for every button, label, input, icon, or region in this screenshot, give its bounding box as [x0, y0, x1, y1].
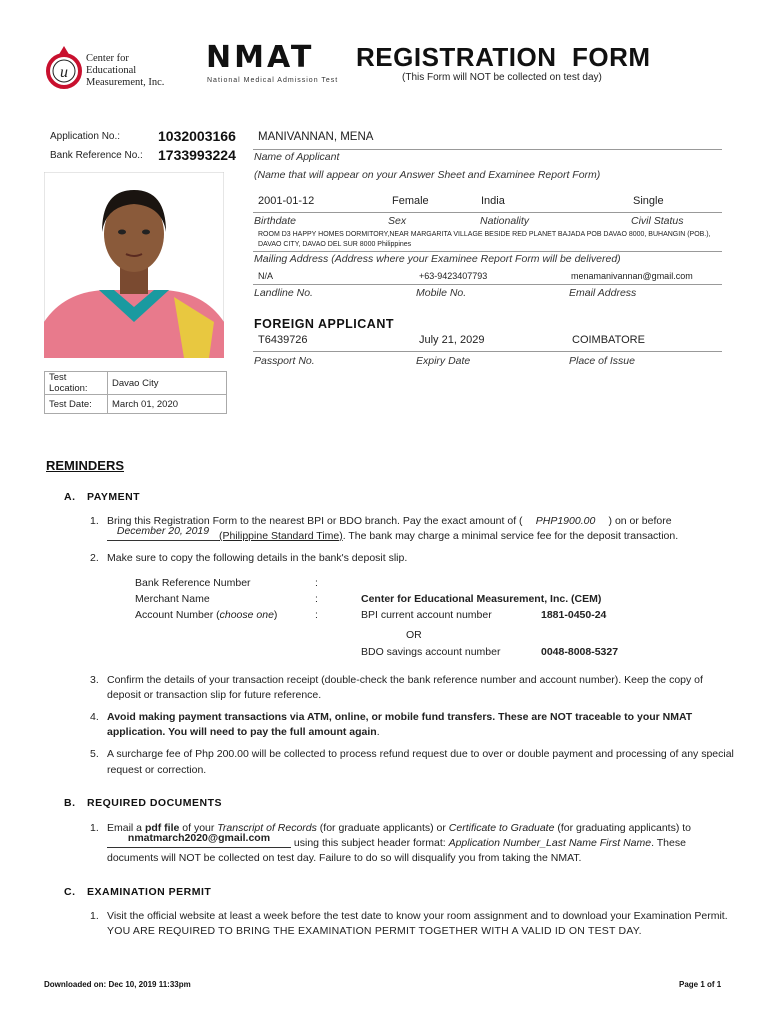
a1-line1: Bring this Registration Form to the nearest BPI or BDO branch. Pay the exact amount of ( PHP1900.00 ) on or before [107, 514, 672, 530]
colon-3: : [315, 609, 318, 621]
a1-amount: PHP1900.00 [535, 515, 596, 527]
c1-num: 1. [90, 910, 99, 922]
a1-line2: December 20, 2019 (Philippine Standard Time). The bank may charge a minimal service fee for the deposit transaction. [107, 529, 678, 546]
section-c-title: EXAMINATION PERMIT [87, 886, 212, 898]
a4-line2: application. You will need to pay the full amount again. [107, 726, 380, 738]
bpi-value: 1881-0450-24 [541, 609, 607, 621]
a1-num: 1. [90, 515, 99, 527]
account-label: Account Number (choose one) [135, 609, 278, 621]
mobile-caption: Mobile No. [416, 287, 467, 299]
a2-text: Make sure to copy the following details in the bank's deposit slip. [107, 552, 408, 564]
a3-line1: Confirm the details of your transaction receipt (double-check the bank reference number and account number). Keep the copy of [107, 674, 703, 686]
applicant-name: MANIVANNAN, MENA [258, 131, 374, 143]
reminders-heading: REMINDERS [46, 458, 125, 473]
bpi-label: BPI current account number [361, 609, 492, 621]
mobile-value: +63-9423407793 [419, 271, 488, 281]
address-line-2: DAVAO CITY, DAVAO DEL SUR 8000 Philippines [258, 241, 412, 248]
nationality-caption: Nationality [480, 215, 530, 227]
a3-line2: deposit or transaction slip for future reference. [107, 689, 322, 701]
section-a-label: A. [64, 491, 76, 503]
bdo-value: 0048-8008-5327 [541, 646, 619, 658]
email-caption: Email Address [569, 287, 637, 299]
or-label: OR [406, 629, 422, 641]
landline-caption: Landline No. [254, 287, 313, 299]
c1-line2: YOU ARE REQUIRED TO BRING THE EXAMINATION PERMIT TOGETHER WITH A VALID ID ON TEST DAY. [107, 925, 642, 937]
section-c-label: C. [64, 886, 76, 898]
test-info-table [44, 371, 227, 414]
nationality-value: India [481, 195, 505, 207]
section-b-title: REQUIRED DOCUMENTS [87, 797, 223, 809]
download-timestamp: Downloaded on: Dec 10, 2019 11:33pm [44, 980, 191, 989]
b1-email: nmatmarch2020@gmail.com [107, 831, 291, 848]
test-location-value: Davao City [108, 372, 227, 395]
b1-line2: nmatmarch2020@gmail.com using this subject header format: Application Number_Last Name First Name. These [107, 836, 686, 853]
address-line-1: ROOM D3 HAPPY HOMES DORMITORY,NEAR MARGARITA VILLAGE BESIDE RED PLANET BAJADA POB DAVAO 8000, BUHANGIN (POB.), [258, 231, 711, 238]
b1-line3: documents will NOT be collected on test day. Failure to do so will disqualify you from taking the NMAT. [107, 852, 582, 864]
section-b-label: B. [64, 797, 76, 809]
test-date-label: Test Date: [45, 395, 108, 414]
page-subtitle: (This Form will NOT be collected on test day) [402, 72, 602, 83]
merchant-label: Merchant Name [135, 593, 210, 605]
applicant-photo [44, 172, 224, 358]
test-date-value: March 01, 2020 [108, 395, 227, 414]
c1-line1: Visit the official website at least a week before the test date to know your room assignment and to download your Examination Permit. [107, 910, 728, 922]
bank-ref-value: 1733993224 [158, 147, 236, 163]
address-caption: Mailing Address (Address where your Examinee Report Form will be delivered) [254, 253, 621, 265]
civil-status-value: Single [633, 195, 664, 207]
a5-line2: request or correction. [107, 764, 207, 776]
a1-deadline: December 20, 2019 [107, 524, 219, 541]
sex-caption: Sex [388, 215, 407, 227]
place-value: COIMBATORE [572, 334, 645, 346]
logo-letter: u [60, 64, 68, 81]
a5-line1: A surcharge fee of Php 200.00 will be collected to process refund request due to over or double payment and processing of any special [107, 748, 734, 760]
org-name: Center for Educational Measurement, Inc. [86, 53, 165, 88]
a5-num: 5. [90, 748, 99, 760]
expiry-value: July 21, 2029 [419, 334, 485, 346]
name-caption: Name of Applicant [254, 151, 340, 163]
passport-value: T6439726 [258, 334, 308, 346]
birthdate-value: 2001-01-12 [258, 195, 315, 207]
a2-num: 2. [90, 552, 99, 564]
name-note: (Name that will appear on your Answer Sheet and Examinee Report Form) [254, 169, 601, 181]
a4-num: 4. [90, 711, 99, 723]
place-caption: Place of Issue [569, 355, 635, 367]
nmat-logo: NMAT [206, 40, 315, 75]
civil-status-caption: Civil Status [631, 215, 684, 227]
nmat-full: National Medical Admission Test [207, 77, 339, 84]
b1-num: 1. [90, 822, 99, 834]
colon-1: : [315, 577, 318, 589]
expiry-caption: Expiry Date [416, 355, 471, 367]
birthdate-caption: Birthdate [254, 215, 297, 227]
cem-logo [44, 44, 84, 92]
section-a-title: PAYMENT [87, 491, 141, 503]
sex-value: Female [392, 195, 429, 207]
a4-line1: Avoid making payment transactions via ATM, online, or mobile fund transfers. These are NOT traceable to your NMAT [107, 711, 693, 723]
application-no-value: 1032003166 [158, 128, 236, 144]
merchant-value: Center for Educational Measurement, Inc. (CEM) [361, 593, 602, 605]
foreign-heading: FOREIGN APPLICANT [254, 317, 394, 331]
bank-ref-label: Bank Reference No.: [50, 150, 143, 161]
application-no-label: Application No.: [50, 131, 121, 142]
bank-ref-number-label: Bank Reference Number [135, 577, 251, 589]
test-location-label: Test Location: [45, 372, 108, 395]
a3-num: 3. [90, 674, 99, 686]
bdo-label: BDO savings account number [361, 646, 501, 658]
page-number: Page 1 of 1 [679, 980, 722, 989]
colon-2: : [315, 593, 318, 605]
passport-caption: Passport No. [254, 355, 315, 367]
b1-line1: Email a pdf file of your Transcript of Records (for graduate applicants) or Certificate to Graduate (for graduating applicants) to [107, 822, 692, 834]
page-title: REGISTRATION FORM [356, 42, 651, 72]
email-value: menamanivannan@gmail.com [571, 271, 693, 281]
landline-value: N/A [258, 271, 274, 281]
